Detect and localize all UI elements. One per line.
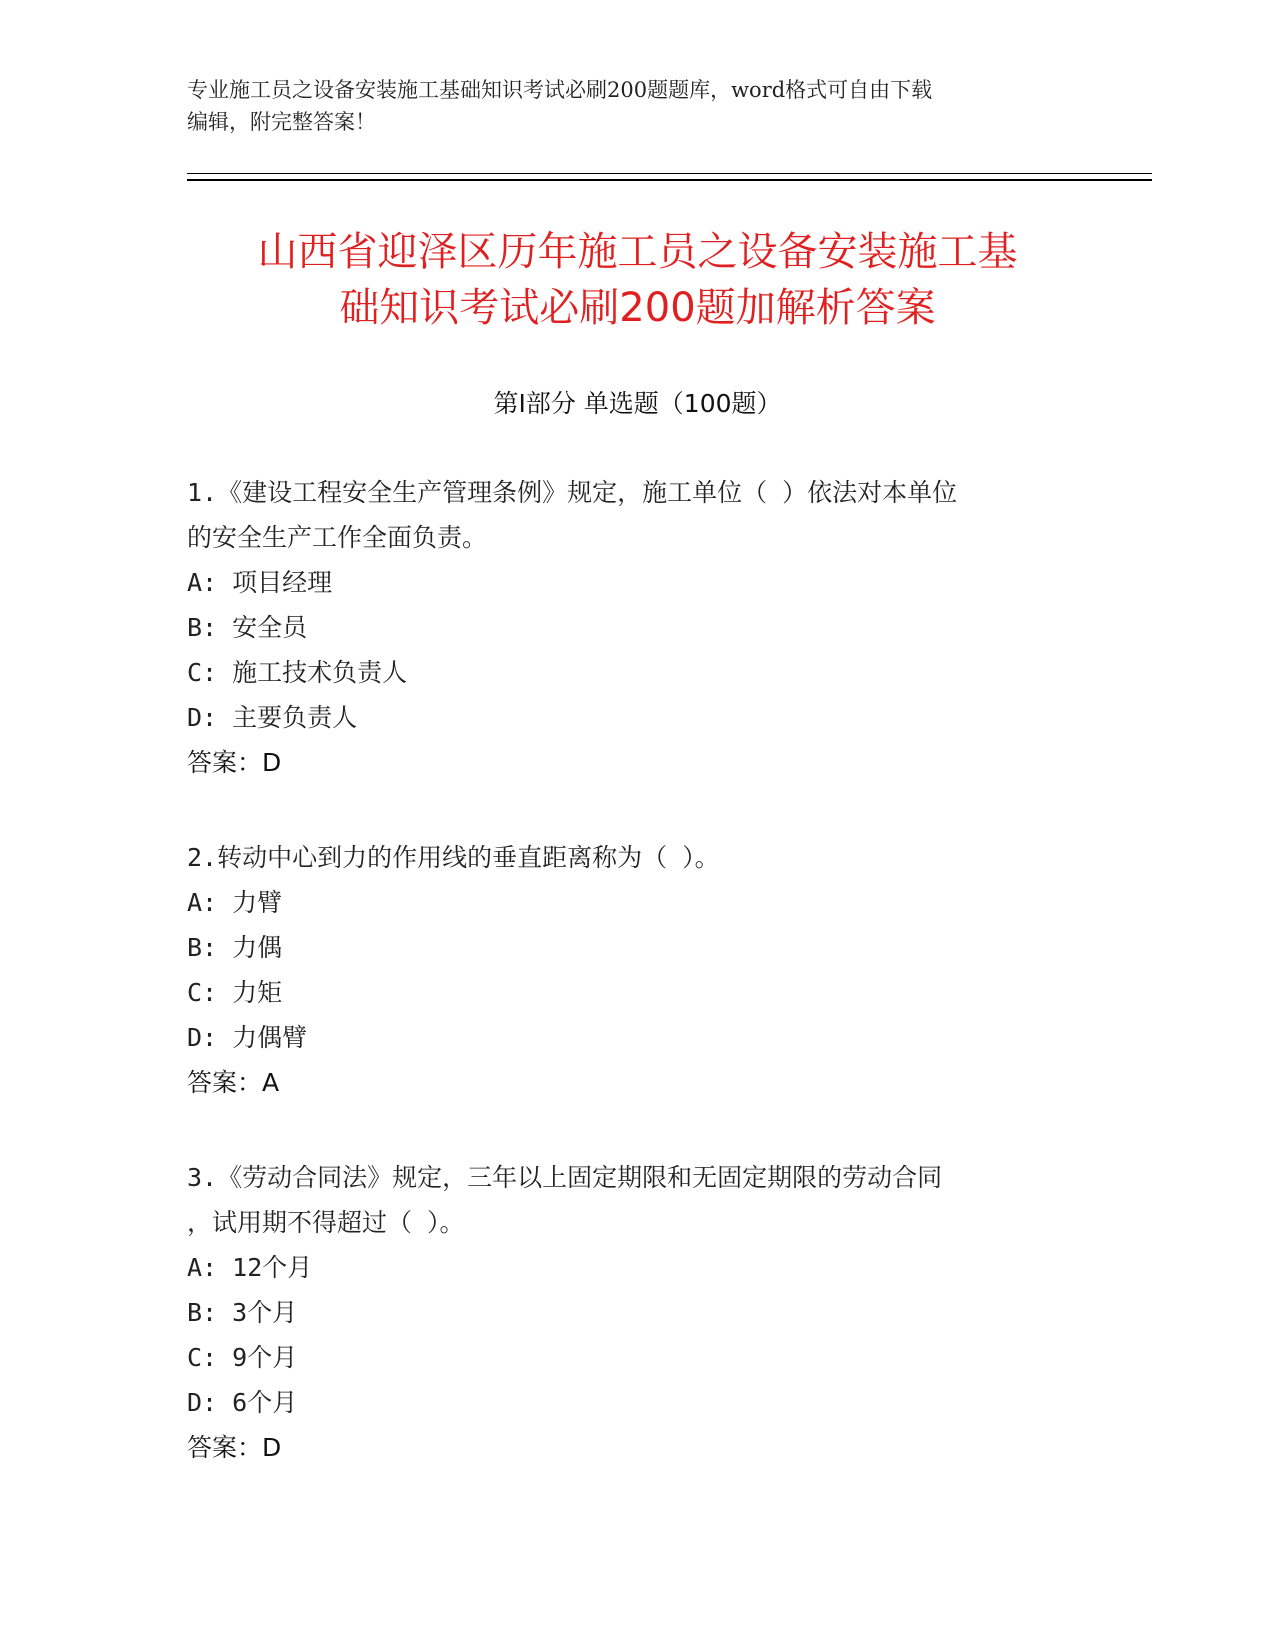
question-stem — [187, 835, 1087, 880]
section-heading: 第Ⅰ部分 单选题（100题） — [493, 389, 782, 418]
question-stem-line-1: 2.转动中心到力的作用线的垂直距离称为（ ）。 — [187, 843, 720, 872]
question-stem — [187, 470, 1087, 560]
option-a: A: 12个月 — [187, 1253, 313, 1282]
question-1 — [187, 470, 1087, 785]
header-note — [187, 74, 1067, 138]
question-stem-line-2: ，试用期不得超过（ ）。 — [187, 1208, 465, 1237]
document-title-line-2: 础知识考试必刷200题加解析答案 — [339, 285, 936, 331]
answer: 答案：D — [187, 748, 282, 777]
question-3 — [187, 1155, 1087, 1470]
answer: 答案：A — [187, 1068, 280, 1097]
document-title — [0, 224, 1275, 336]
header-note-line-1: 专业施工员之设备安装施工基础知识考试必刷200题题库，word格式可自由下载 — [187, 78, 933, 102]
option-d: D: 6个月 — [187, 1388, 298, 1417]
header-note-line-2: 编辑，附完整答案！ — [187, 110, 376, 134]
option-d: D: 力偶臂 — [187, 1023, 308, 1052]
question-stem — [187, 1155, 1087, 1245]
option-c: C: 9个月 — [187, 1343, 298, 1372]
question-stem-line-2: 的安全生产工作全面负责。 — [187, 523, 488, 552]
question-stem-line-1: 3.《劳动合同法》规定，三年以上固定期限和无固定期限的劳动合同 — [187, 1163, 943, 1192]
option-a: A: 项目经理 — [187, 568, 333, 597]
header-divider-thin — [187, 173, 1152, 174]
option-d: D: 主要负责人 — [187, 703, 358, 732]
question-stem-line-1: 1.《建设工程安全生产管理条例》规定，施工单位（ ）依法对本单位 — [187, 478, 958, 507]
option-b: B: 3个月 — [187, 1298, 298, 1327]
option-c: C: 施工技术负责人 — [187, 658, 408, 687]
document-title-line-1: 山西省迎泽区历年施工员之设备安装施工基 — [257, 229, 1018, 275]
option-c: C: 力矩 — [187, 978, 283, 1007]
header-divider-thick — [187, 179, 1152, 181]
option-a: A: 力臂 — [187, 888, 283, 917]
question-2 — [187, 835, 1087, 1105]
option-b: B: 力偶 — [187, 933, 283, 962]
answer: 答案：D — [187, 1433, 282, 1462]
option-b: B: 安全员 — [187, 613, 308, 642]
